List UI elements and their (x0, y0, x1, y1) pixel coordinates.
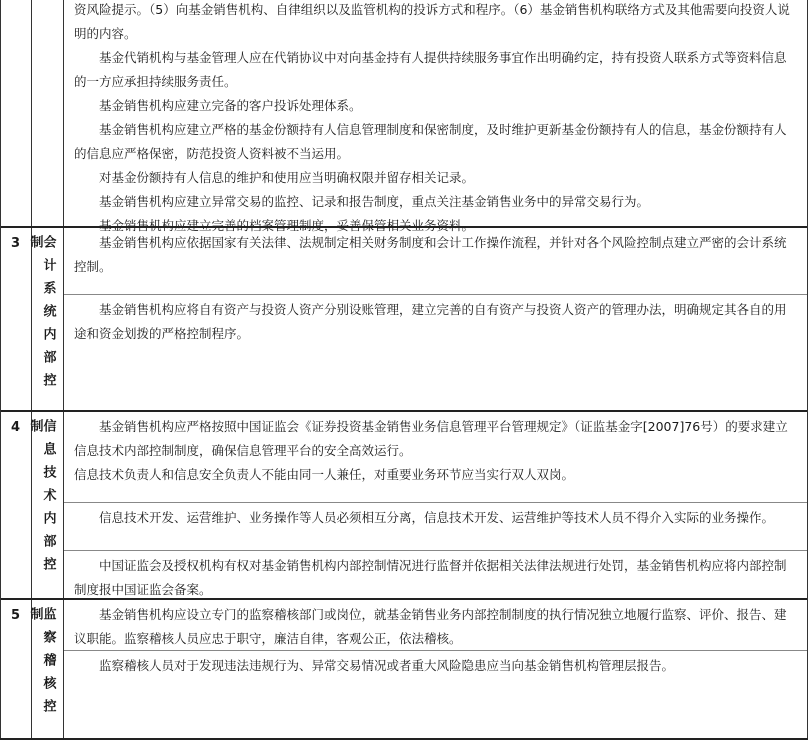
row-title-cell (27, 228, 64, 412)
paragraph: 基金销售机构应严格按照中国证监会《证券投资基金销售业务信息管理平台管理规定》（证监基金字[2007]76号）的要求建立信息技术内部控制制度，确保信息管理平台的安全高效运行。 (74, 419, 788, 458)
row-title: 信息技术内部控制 (27, 419, 56, 580)
paragraph: 基金销售机构应建立完善的档案管理制度，妥善保管相关业务资料。 (99, 218, 475, 233)
content-cell (64, 0, 808, 240)
paragraph: 对基金份额持有人信息的维护和使用应当明确权限并留存相关记录。 (99, 170, 475, 185)
row-number: 3 (10, 236, 21, 251)
paragraph: 基金代销机构与基金管理人应在代销协议中对向基金持有人提供持续服务事宜作出明确约定，持有投资人联系方式等资料信息的一方应承担持续服务责任。 (74, 50, 787, 89)
content-cells (64, 0, 808, 233)
paragraph: 基金销售机构应建立异常交易的监控、记录和报告制度，重点关注基金销售业务中的异常交易行为。 (99, 194, 650, 209)
paragraph: 中国证监会及授权机构有权对基金销售机构内部控制情况进行监督并依据相关法律法规进行处罚，基金销售机构应将内部控制制度报中国证监会备案。 (74, 558, 787, 597)
paragraph: 监察稽核人员对于发现违法违规行为、异常交易情况或者重大风险隐患应当向基金销售机构管理层报告。 (99, 658, 675, 673)
content-cell (64, 412, 808, 503)
table-row-prev (0, 0, 808, 233)
content-cell (64, 551, 808, 604)
row-number-cell (0, 0, 32, 226)
paragraph: 基金销售机构应设立专门的监察稽核部门或岗位，就基金销售业务内部控制制度的执行情况独立地履行监察、评价、报告、建议职能。监察稽核人员应忠于职守，廉洁自律，客观公正，依法稽核。 (74, 607, 787, 646)
content-cells (64, 600, 808, 740)
content-cell (64, 600, 808, 651)
row-title-cell (27, 412, 64, 600)
paragraph: 基金销售机构应建立严格的基金份额持有人信息管理制度和保密制度，及时维护更新基金份额持有人的信息，基金份额持有人的信息应严格保密，防范投资人资料被不当运用。 (74, 122, 787, 161)
table-row-4 (0, 410, 808, 600)
row-number: 4 (10, 420, 21, 435)
row-title-cell (32, 0, 64, 226)
row-title: 会计系统内部控制 (27, 235, 56, 396)
content-cell (64, 503, 808, 551)
paragraph: 信息技术负责人和信息安全负责人不能由同一人兼任，对重要业务环节应当实行双人双岗。 (74, 467, 575, 482)
paragraph: 基金销售机构应将自有资产与投资人资产分别设账管理，建立完善的自有资产与投资人资产的管理办法，明确规定其各自的用途和资金划拨的严格控制程序。 (74, 302, 787, 341)
paragraph: 基金销售机构应依据国家有关法律、法规制定相关财务制度和会计工作操作流程，并针对各个风险控制点建立严密的会计系统控制。 (74, 235, 787, 274)
row-number: 5 (10, 608, 21, 623)
content-cell (64, 228, 808, 295)
content-cell (64, 651, 808, 680)
table-row-5 (0, 598, 808, 740)
content-cells (64, 228, 808, 412)
paragraph: 信息技术开发、运营维护、业务操作等人员必须相互分离，信息技术开发、运营维护等技术人员不得介入实际的业务操作。 (99, 510, 775, 525)
content-cell (64, 295, 808, 348)
paragraph: 资风险提示。（5）向基金销售机构、自律组织以及监管机构的投诉方式和程序。（6）基金销售机构联络方式及其他需要向投资人说明的内容。 (74, 2, 790, 41)
row-title-cell (27, 600, 64, 740)
table-row-3 (0, 226, 808, 412)
row-title: 监察稽核控制 (27, 607, 56, 722)
paragraph: 基金销售机构应建立完备的客户投诉处理体系。 (99, 98, 362, 113)
content-cells (64, 412, 808, 600)
